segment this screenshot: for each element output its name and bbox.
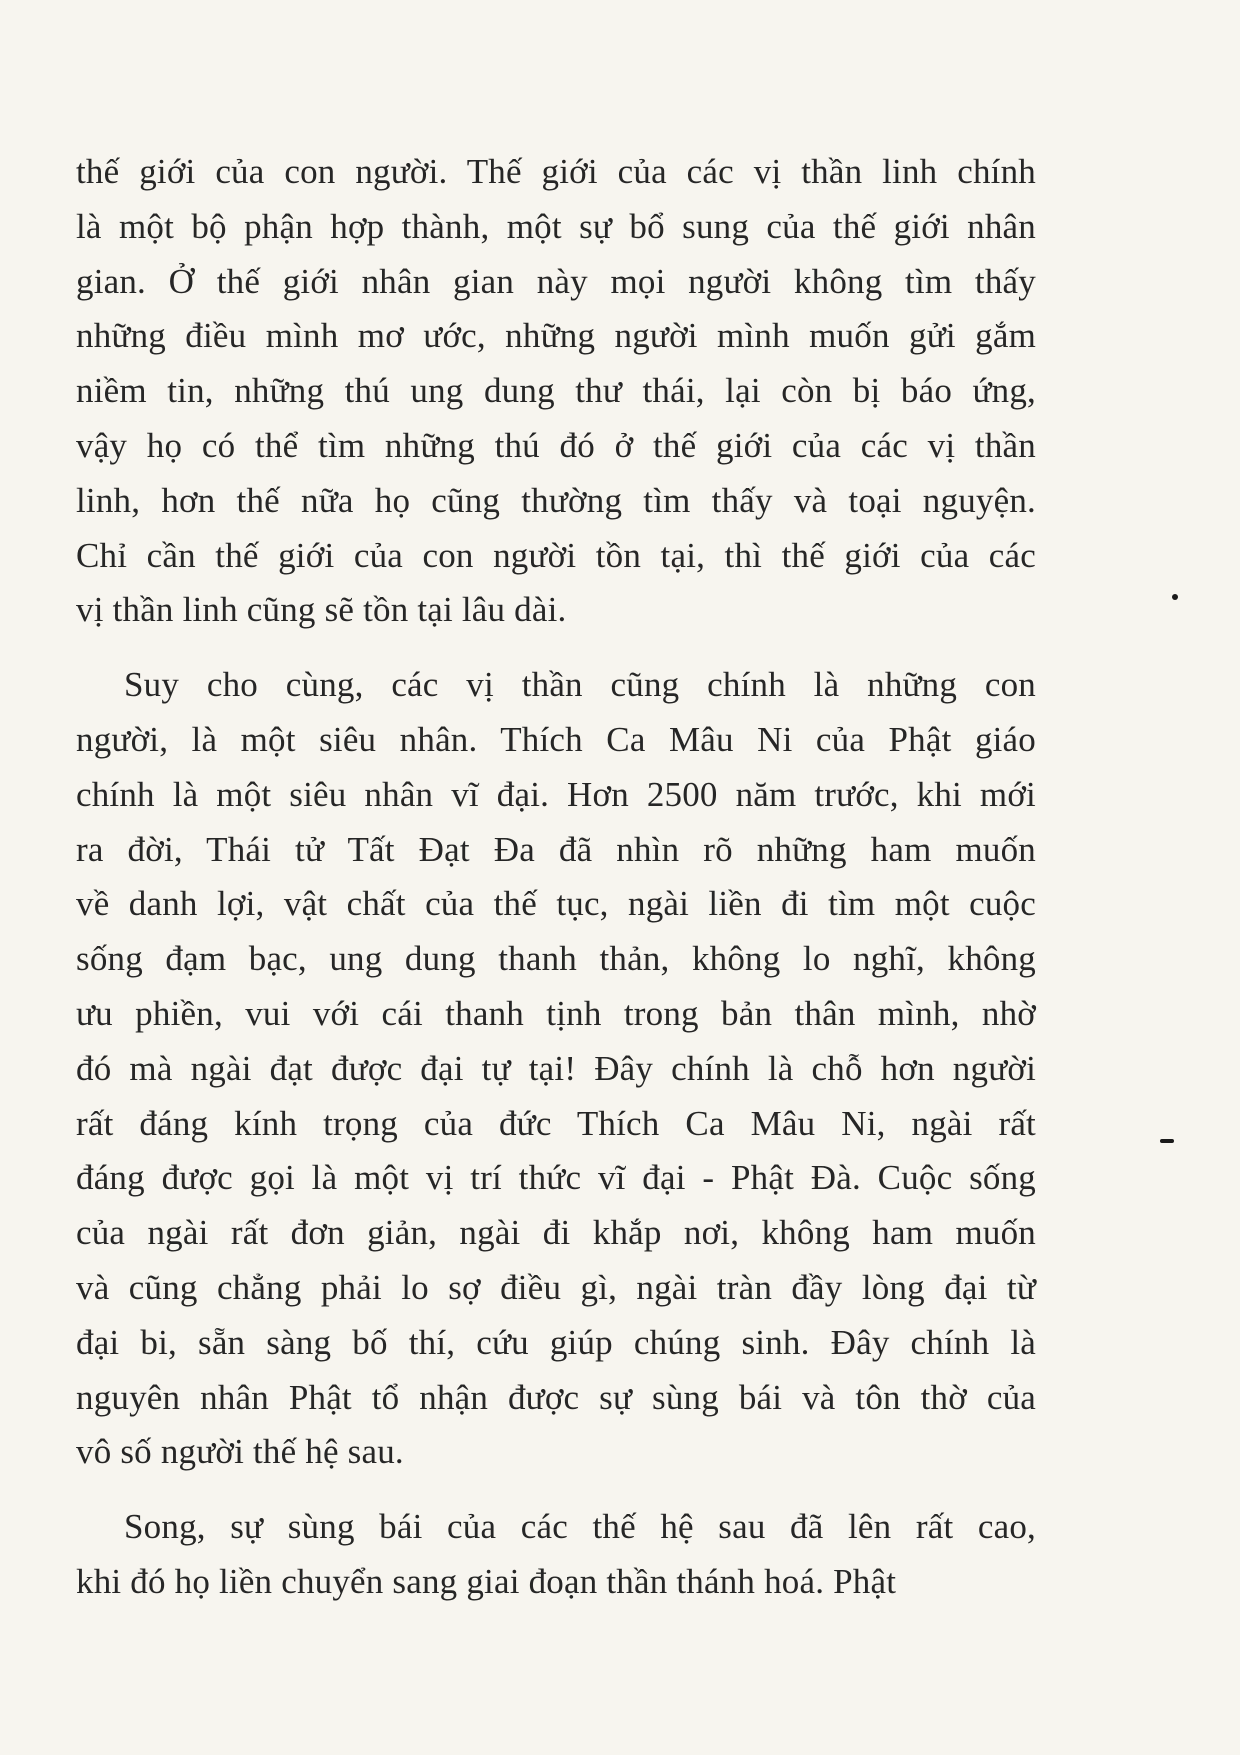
text-line: đại bi, sẵn sàng bố thí, cứu giúp chúng sinh. Đây chính là [76,1322,1036,1362]
text-line: Suy cho cùng, các vị thần cũng chính là những con [124,665,1036,705]
text-line: nguyên nhân Phật tổ nhận được sự sùng bái và tôn thờ của [76,1377,1036,1417]
paragraph [76,1500,1036,1610]
paragraph-gap [76,1480,1036,1500]
text-line: khi đó họ liền chuyển sang giai đoạn thần thánh hoá. Phật [76,1561,897,1601]
text-line: sống đạm bạc, ung dung thanh thản, không lo nghĩ, không [76,939,1036,979]
text-line: vậy họ có thể tìm những thú đó ở thế giới của các vị thần [76,425,1036,465]
text-line: đáng được gọi là một vị trí thức vĩ đại - Phật Đà. Cuộc sống [76,1158,1036,1198]
text-line: và cũng chẳng phải lo sợ điều gì, ngài tràn đầy lòng đại từ [76,1267,1036,1307]
text-line: người, là một siêu nhân. Thích Ca Mâu Ni của Phật giáo [76,719,1036,759]
text-line: niềm tin, những thú ung dung thư thái, lại còn bị báo ứng, [76,371,1036,411]
text-line: những điều mình mơ ước, những người mình muốn gửi gắm [76,316,1036,356]
text-line: gian. Ở thế giới nhân gian này mọi người không tìm thấy [76,261,1036,301]
paragraph-gap [76,638,1036,658]
text-line: của ngài rất đơn giản, ngài đi khắp nơi, không ham muốn [76,1213,1036,1253]
text-line: Song, sự sùng bái của các thế hệ sau đã lên rất cao, [124,1507,1036,1547]
text-line: là một bộ phận hợp thành, một sự bổ sung của thế giới nhân [76,206,1036,246]
text-line: ra đời, Thái tử Tất Đạt Đa đã nhìn rõ những ham muốn [76,829,1036,869]
text-line: rất đáng kính trọng của đức Thích Ca Mâu Ni, ngài rất [76,1103,1036,1143]
text-line: về danh lợi, vật chất của thế tục, ngài liền đi tìm một cuộc [76,884,1036,924]
text-line: vị thần linh cũng sẽ tồn tại lâu dài. [76,590,567,630]
text-line: chính là một siêu nhân vĩ đại. Hơn 2500 năm trước, khi mới [76,774,1036,814]
text-line: linh, hơn thế nữa họ cũng thường tìm thấy và toại nguyện. [76,480,1036,520]
text-line: ưu phiền, vui với cái thanh tịnh trong bản thân mình, nhờ [76,993,1036,1033]
text-line: Chỉ cần thế giới của con người tồn tại, thì thế giới của các [76,535,1036,575]
text-line: đó mà ngài đạt được đại tự tại! Đây chính là chỗ hơn người [76,1048,1036,1088]
body-text [76,145,1036,1610]
scan-speck [1160,1139,1174,1143]
paragraph [76,658,1036,1480]
text-line: vô số người thế hệ sau. [76,1432,404,1472]
text-line: thế giới của con người. Thế giới của các vị thần linh chính [76,152,1036,191]
scan-speck [1172,594,1178,600]
paragraph [76,145,1036,638]
